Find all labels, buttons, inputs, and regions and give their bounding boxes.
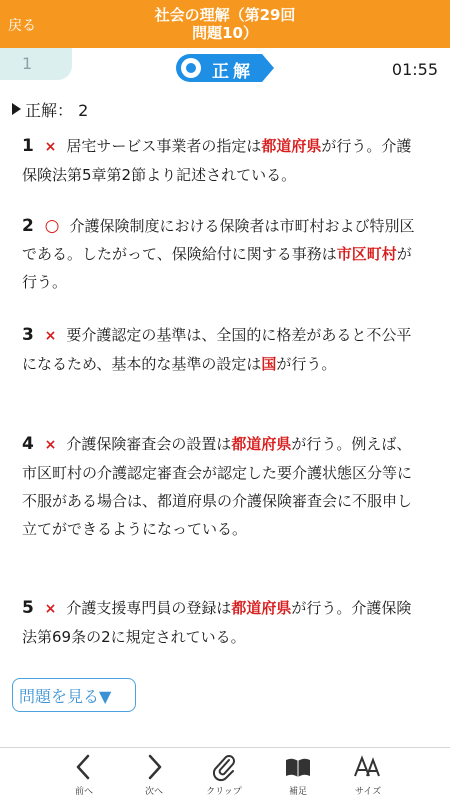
item-text-pre: 介護保険制度における保険者は市町村および特別区である。したがって、保険給付に関する事務は: [22, 217, 415, 263]
item-text-post: が行う。: [276, 355, 337, 373]
item-text-post: が行う。介護保険法第5章第2節より記述されている。: [22, 137, 412, 184]
title-line-1: 社会の理解（第29回: [154, 6, 296, 24]
result-badge: [176, 54, 274, 82]
header-bar: [0, 0, 450, 48]
item-text-post: が行う。例えば、市区町村の介護認定審査会が認定した要介護状態区分等に不服がある場合は、都道府県の介護保険審査会に不服申し立てができるようになっている。: [22, 435, 413, 538]
page-title: [75, 6, 375, 42]
explanation-item-2: [22, 212, 422, 296]
item-text-post: が行う。: [22, 245, 412, 291]
item-highlight: 市区町村: [336, 245, 397, 263]
status-row: [0, 48, 450, 88]
clip-button[interactable]: [194, 752, 254, 797]
explanation-item-1: [22, 132, 422, 189]
answer-value: 2: [78, 101, 89, 120]
question-number-tab[interactable]: 1: [0, 48, 72, 80]
item-text-pre: 介護保険審査会の設置は: [66, 435, 232, 453]
wrong-mark-icon: ×: [44, 601, 57, 617]
wrong-mark-icon: ×: [44, 139, 57, 155]
item-highlight: 国: [261, 355, 277, 373]
result-badge-arrow: [262, 54, 274, 82]
font-size-button[interactable]: [338, 752, 398, 797]
item-highlight: 都道府県: [231, 435, 292, 453]
title-line-2: 問題10）: [192, 24, 258, 42]
correct-mark-icon: ○: [44, 216, 60, 236]
next-label: 次へ: [144, 787, 163, 797]
item-number: 1: [22, 136, 34, 156]
book-icon: [283, 752, 313, 782]
prev-button[interactable]: [54, 752, 114, 797]
bottom-toolbar: [0, 747, 450, 800]
chevron-right-icon: [139, 752, 169, 782]
paperclip-icon: [209, 752, 239, 782]
prev-label: 前へ: [74, 787, 93, 797]
triangle-right-icon: [12, 103, 21, 115]
item-number: 3: [22, 325, 34, 345]
item-number: 2: [22, 216, 34, 236]
item-highlight: 都道府県: [231, 599, 292, 617]
correct-circle-icon: [181, 58, 201, 78]
note-button[interactable]: [268, 752, 328, 797]
wrong-mark-icon: ×: [44, 328, 57, 344]
correct-answer-line: [12, 98, 88, 121]
explanation-item-5: [22, 594, 422, 651]
item-number: 5: [22, 598, 34, 618]
timer: 01:55: [391, 60, 438, 79]
item-number: 4: [22, 434, 34, 454]
explanation-item-3: [22, 321, 422, 378]
item-text-pre: 居宅サービス事業者の指定は: [66, 137, 262, 155]
size-label: サイズ: [354, 787, 382, 797]
wrong-mark-icon: ×: [44, 437, 57, 453]
font-size-icon: [353, 752, 383, 782]
chevron-left-icon: [69, 752, 99, 782]
show-question-button[interactable]: 問題を見る▼: [12, 678, 136, 712]
item-text-pre: 介護支援専門員の登録は: [66, 599, 232, 617]
result-label: 正解: [212, 62, 254, 82]
back-button[interactable]: 戻る: [8, 18, 36, 34]
item-text-post: が行う。介護保険法第69条の2に規定されている。: [22, 599, 412, 646]
next-button[interactable]: [124, 752, 184, 797]
explanation-item-4: [22, 430, 422, 543]
item-text-pre: 要介護認定の基準は、全国的に格差があると不公平になるため、基本的な基準の設定は: [22, 326, 412, 373]
item-highlight: 都道府県: [261, 137, 322, 155]
answer-label: 正解：: [25, 101, 74, 120]
clip-label: クリップ: [206, 787, 242, 797]
note-label: 補足: [288, 787, 307, 797]
